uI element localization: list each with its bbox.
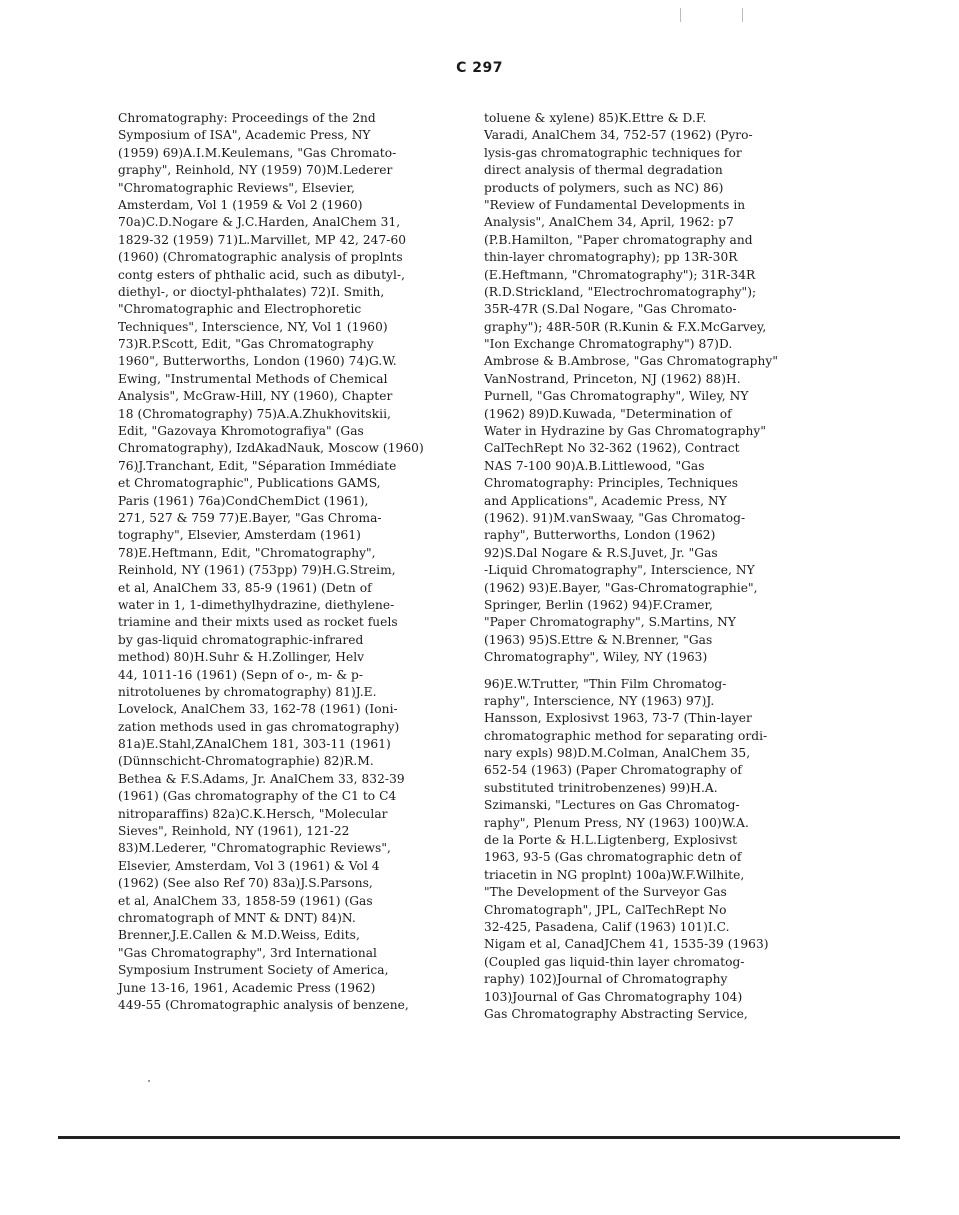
- right-column-part-1: [484, 110, 802, 667]
- text-line: 271, 527 & 759 77)E.Bayer, "Gas Chroma-: [118, 510, 382, 525]
- text-line: Springer, Berlin (1962) 94)F.Cramer,: [484, 597, 713, 612]
- text-line: raphy", Plenum Press, NY (1963) 100)W.A.: [484, 815, 749, 830]
- text-line: Chromatography: Proceedings of the 2nd: [118, 111, 376, 125]
- text-line: Amsterdam, Vol 1 (1959 & Vol 2 (1960): [118, 197, 363, 212]
- text-line: et al, AnalChem 33, 1858-59 (1961) (Gas: [118, 893, 373, 908]
- text-line: water in 1, 1-dimethylhydrazine, diethylene-: [118, 597, 395, 612]
- text-line: 652-54 (1963) (Paper Chromatography of: [484, 763, 742, 778]
- text-line: thin-layer chromatography); pp 13R-30R: [484, 250, 738, 265]
- text-line: Nigam et al, CanadJChem 41, 1535-39 (1963): [484, 937, 769, 952]
- text-line: 1963, 93-5 (Gas chromatographic detn of: [484, 850, 742, 865]
- text-line: Sieves", Reinhold, NY (1961), 121-22: [118, 824, 350, 839]
- text-line: chromatographic method for separating ordi-: [484, 728, 768, 743]
- right-column: [484, 110, 802, 1023]
- right-column-part-2: [484, 676, 802, 1024]
- text-line: and Applications", Academic Press, NY: [484, 493, 727, 508]
- text-line: 92)S.Dal Nogare & R.S.Juvet, Jr. "Gas: [484, 545, 718, 560]
- text-line: "Review of Fundamental Developments in: [484, 197, 746, 212]
- text-line: 73)R.P.Scott, Edit, "Gas Chromatography: [118, 337, 374, 352]
- text-line: by gas-liquid chromatographic-infrared: [118, 632, 364, 647]
- text-line: (1962). 91)M.vanSwaay, "Gas Chromatog-: [484, 510, 746, 525]
- text-line: toluene & xylene) 85)K.Ettre & D.F.: [484, 111, 707, 125]
- text-line: nary expls) 98)D.M.Colman, AnalChem 35,: [484, 746, 751, 761]
- text-line: nitrotoluenes by chromatography) 81)J.E.: [118, 684, 377, 699]
- text-line: (1959) 69)A.I.M.Keulemans, "Gas Chromato-: [118, 145, 397, 160]
- text-line: graphy"); 48R-50R (R.Kunin & F.X.McGarvey,: [484, 319, 767, 334]
- text-line: substituted trinitrobenzenes) 99)H.A.: [484, 780, 718, 795]
- text-line: Bethea & F.S.Adams, Jr. AnalChem 33, 832-39: [118, 771, 405, 786]
- text-line: 18 (Chromatography) 75)A.A.Zhukhovitskii,: [118, 406, 391, 421]
- text-line: (1962) 89)D.Kuwada, "Determination of: [484, 406, 732, 421]
- text-line: -Liquid Chromatography", Interscience, NY: [484, 563, 755, 578]
- text-line: 78)E.Heftmann, Edit, "Chromatography",: [118, 545, 376, 560]
- text-line: "Ion Exchange Chromatography") 87)D.: [484, 337, 733, 352]
- text-line: 1960", Butterworths, London (1960) 74)G.W.: [118, 354, 397, 369]
- text-line: Water in Hydrazine by Gas Chromatography": [484, 424, 766, 439]
- text-line: (R.D.Strickland, "Electrochromatography");: [484, 284, 757, 299]
- scan-mark: [680, 8, 681, 22]
- scan-mark: [742, 8, 743, 22]
- text-line: tography", Elsevier, Amsterdam (1961): [118, 528, 361, 543]
- text-line: 96)E.W.Trutter, "Thin Film Chromatog-: [484, 676, 727, 691]
- text-line: June 13-16, 1961, Academic Press (1962): [118, 980, 376, 995]
- text-line: 83)M.Lederer, "Chromatographic Reviews",: [118, 841, 391, 856]
- text-line: 449-55 (Chromatographic analysis of benzene,: [118, 997, 409, 1012]
- text-line: "Chromatographic and Electrophoretic: [118, 302, 362, 317]
- text-line: 35R-47R (S.Dal Nogare, "Gas Chromato-: [484, 302, 737, 317]
- text-line: Techniques", Interscience, NY, Vol 1 (1960): [118, 319, 388, 334]
- text-line: 81a)E.Stahl,ZAnalChem 181, 303-11 (1961): [118, 737, 391, 752]
- text-line: NAS 7-100 90)A.B.Littlewood, "Gas: [484, 458, 705, 473]
- text-line: Szimanski, "Lectures on Gas Chromatog-: [484, 798, 740, 813]
- text-line: 70a)C.D.Nogare & J.C.Harden, AnalChem 31,: [118, 215, 401, 230]
- text-line: (1963) 95)S.Ettre & N.Brenner, "Gas: [484, 632, 713, 647]
- text-line: lysis-gas chromatographic techniques for: [484, 145, 742, 160]
- text-line: 44, 1011-16 (1961) (Sepn of o-, m- & p-: [118, 667, 364, 682]
- text-line: Hansson, Explosivst 1963, 73-7 (Thin-layer: [484, 711, 752, 726]
- text-line: (Dünnschicht-Chromatographie) 82)R.M.: [118, 754, 374, 769]
- text-line: "Paper Chromatography", S.Martins, NY: [484, 615, 736, 630]
- scan-speck: [148, 1080, 150, 1082]
- text-line: Lovelock, AnalChem 33, 162-78 (1961) (Ioni-: [118, 702, 398, 717]
- text-line: Ewing, "Instrumental Methods of Chemical: [118, 371, 388, 386]
- text-line: direct analysis of thermal degradation: [484, 163, 723, 178]
- page-number: C 297: [456, 60, 503, 76]
- text-line: nitroparaffins) 82a)C.K.Hersch, "Molecular: [118, 806, 388, 821]
- text-line: contg esters of phthalic acid, such as dibutyl-,: [118, 267, 406, 282]
- text-line: CalTechRept No 32-362 (1962), Contract: [484, 441, 740, 456]
- text-line: Brenner,J.E.Callen & M.D.Weiss, Edits,: [118, 928, 360, 943]
- text-line: Gas Chromatography Abstracting Service,: [484, 1006, 748, 1021]
- text-line: products of polymers, such as NC) 86): [484, 180, 724, 195]
- text-line: et al, AnalChem 33, 85-9 (1961) (Detn of: [118, 580, 372, 595]
- text-line: (1961) (Gas chromatography of the C1 to C4: [118, 789, 397, 804]
- text-line: de la Porte & H.L.Ligtenberg, Explosivst: [484, 833, 738, 848]
- left-column: [118, 110, 448, 1014]
- text-line: (E.Heftmann, "Chromatography"); 31R-34R: [484, 267, 756, 282]
- text-line: triamine and their mixts used as rocket fuels: [118, 615, 398, 630]
- text-line: raphy) 102)Journal of Chromatography: [484, 972, 728, 987]
- text-line: triacetin in NG proplnt) 100a)W.F.Wilhite,: [484, 867, 745, 882]
- text-line: Chromatography", Wiley, NY (1963): [484, 650, 708, 665]
- text-line: 76)J.Tranchant, Edit, "Séparation Immédiate: [118, 458, 397, 473]
- text-line: method) 80)H.Suhr & H.Zollinger, Helv: [118, 650, 365, 665]
- text-line: Chromatography), IzdAkadNauk, Moscow (1960): [118, 441, 424, 456]
- text-line: (Coupled gas liquid-thin layer chromatog-: [484, 954, 745, 969]
- text-line: diethyl-, or dioctyl-phthalates) 72)I. Smith,: [118, 284, 385, 299]
- text-line: Paris (1961) 76a)CondChemDict (1961),: [118, 493, 369, 508]
- text-line: chromatograph of MNT & DNT) 84)N.: [118, 910, 356, 925]
- text-line: Ambrose & B.Ambrose, "Gas Chromatography": [484, 354, 778, 369]
- text-line: graphy", Reinhold, NY (1959) 70)M.Lederer: [118, 163, 393, 178]
- text-line: 32-425, Pasadena, Calif (1963) 101)I.C.: [484, 919, 730, 934]
- bottom-rule: [58, 1136, 900, 1139]
- text-line: raphy", Interscience, NY (1963) 97)J.: [484, 693, 715, 708]
- text-line: zation methods used in gas chromatography): [118, 719, 400, 734]
- text-line: VanNostrand, Princeton, NJ (1962) 88)H.: [484, 371, 741, 386]
- text-line: Symposium Instrument Society of America,: [118, 963, 389, 978]
- paragraph-gap: [484, 667, 802, 676]
- text-line: "Chromatographic Reviews", Elsevier,: [118, 180, 355, 195]
- text-line: "Gas Chromatography", 3rd International: [118, 945, 377, 960]
- text-line: Varadi, AnalChem 34, 752-57 (1962) (Pyro-: [484, 128, 753, 143]
- text-line: Chromatography: Principles, Techniques: [484, 476, 739, 491]
- text-line: Purnell, "Gas Chromatography", Wiley, NY: [484, 389, 749, 404]
- text-line: (1960) (Chromatographic analysis of proplnts: [118, 250, 403, 265]
- text-line: 1829-32 (1959) 71)L.Marvillet, MP 42, 247-60: [118, 232, 407, 247]
- text-line: Symposium of ISA", Academic Press, NY: [118, 128, 371, 143]
- text-line: Edit, "Gazovaya Khromotografiya" (Gas: [118, 424, 364, 439]
- text-line: et Chromatographic", Publications GAMS,: [118, 476, 381, 491]
- text-line: raphy", Butterworths, London (1962): [484, 528, 716, 543]
- text-line: Elsevier, Amsterdam, Vol 3 (1961) & Vol 4: [118, 858, 380, 873]
- text-line: 103)Journal of Gas Chromatography 104): [484, 989, 743, 1004]
- text-line: Analysis", McGraw-Hill, NY (1960), Chapter: [118, 389, 393, 404]
- text-line: Reinhold, NY (1961) (753pp) 79)H.G.Streim,: [118, 563, 396, 578]
- text-line: "The Development of the Surveyor Gas: [484, 885, 727, 900]
- text-line: (P.B.Hamilton, "Paper chromatography and: [484, 232, 753, 247]
- text-line: Analysis", AnalChem 34, April, 1962: p7: [484, 215, 734, 230]
- text-line: (1962) (See also Ref 70) 83a)J.S.Parsons,: [118, 876, 373, 891]
- text-line: Chromatograph", JPL, CalTechRept No: [484, 902, 727, 917]
- text-line: (1962) 93)E.Bayer, "Gas-Chromatographie",: [484, 580, 758, 595]
